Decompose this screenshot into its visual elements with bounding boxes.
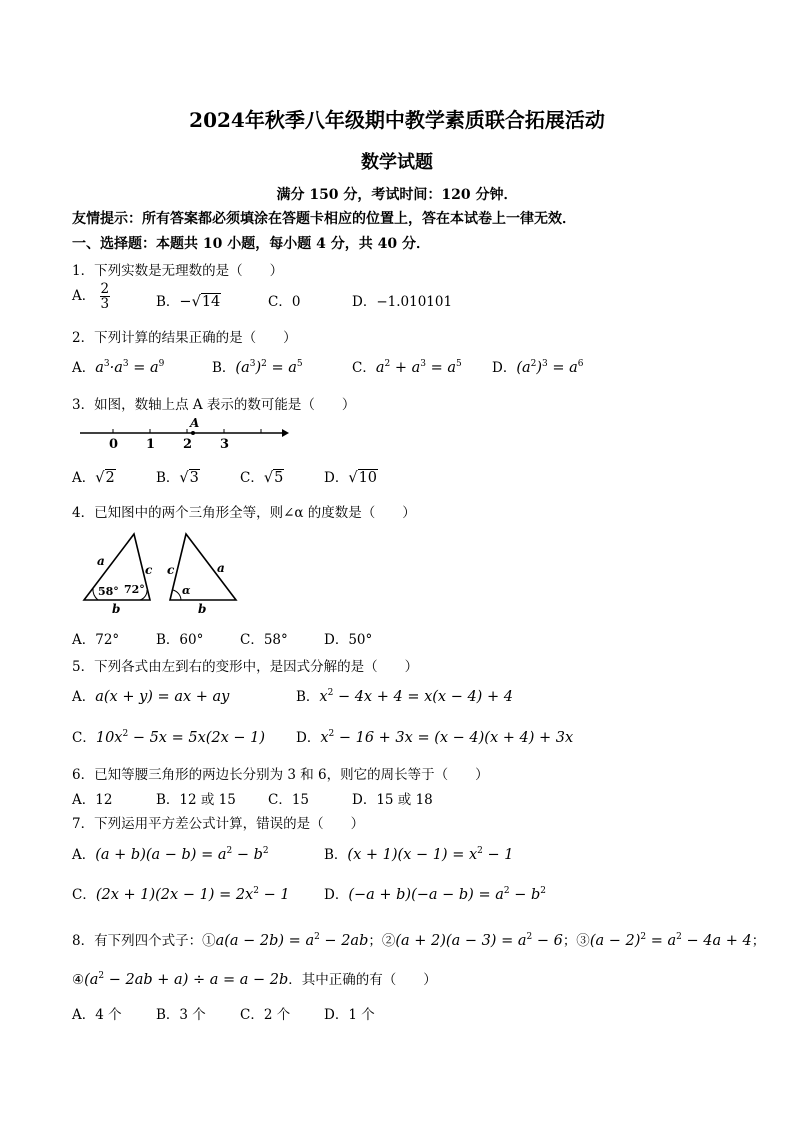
question-7-stem: 7．下列运用平方差公式计算，错误的是（ ）: [72, 816, 365, 832]
option-label: B．: [156, 470, 180, 486]
formula: $(-a + b)(-a - b) = a^2 - b^2$: [348, 886, 546, 903]
formula: $a^3\cdot a^3 = a^9$: [95, 359, 165, 376]
question-6-option-b: B．12 或 15: [156, 792, 236, 808]
radicand: 2: [105, 470, 115, 486]
option-label: C．: [72, 887, 96, 903]
tick-label-1: 1: [146, 437, 156, 452]
question-1-option-a: [72, 282, 110, 311]
option-label: D．: [296, 730, 321, 746]
formula: $(x + 1)(x - 1) = x^2 - 1$: [347, 846, 514, 863]
question-2-option-c: [352, 356, 462, 376]
question-3-option-a: A．√2: [72, 470, 115, 486]
triangle-2-side-c: c: [167, 563, 175, 577]
triangle-2-side-b: b: [198, 602, 207, 616]
radicand: 3: [189, 470, 199, 486]
question-3-option-c: C．√5: [240, 470, 284, 486]
option-label: B．: [296, 689, 320, 705]
radicand: 5: [274, 470, 284, 486]
question-8-line-2: [72, 968, 437, 988]
option-label: C．: [352, 360, 376, 376]
question-1-option-c: C．0: [268, 294, 301, 310]
formula: $(2x + 1)(2x - 1) = 2x^2 - 1$: [95, 886, 290, 903]
tip: 友情提示：所有答案都必须填涂在答题卡相应的位置上，答在本试卷上一律无效．: [72, 211, 576, 227]
question-4-option-c: C．58°: [240, 632, 288, 648]
option-label: D．: [324, 887, 349, 903]
question-7-option-d: [324, 883, 546, 903]
separator-2: ；②: [368, 933, 396, 949]
question-5-option-a: [72, 685, 229, 705]
triangle-1-side-a: a: [97, 554, 105, 568]
question-8-line-1: [72, 929, 765, 949]
question-2-stem: 2．下列计算的结果正确的是（ ）: [72, 330, 297, 346]
formula: $10x^2 - 5x = 5x(2x - 1)$: [95, 729, 266, 746]
question-8-ending: ．其中正确的有（ ）: [288, 972, 437, 988]
option-label: D．: [324, 470, 349, 486]
option-label: A．: [72, 470, 96, 486]
radicand: 10: [358, 470, 378, 486]
triangle-2-side-a: a: [217, 561, 225, 575]
question-1-stem: 1．下列实数是无理数的是（ ）: [72, 263, 284, 279]
question-3-option-b: B．√3: [156, 470, 199, 486]
question-4-option-d: D．50°: [324, 632, 373, 648]
question-6-stem: 6．已知等腰三角形的两边长分别为 3 和 6，则它的周长等于（ ）: [72, 767, 489, 783]
option-label: C．: [72, 730, 96, 746]
tick-label-3: 3: [220, 437, 230, 452]
triangle-2: [170, 534, 236, 600]
question-5-stem: 5．下列各式由左到右的变形中，是因式分解的是（ ）: [72, 659, 419, 675]
question-3-option-d: D．√10: [324, 470, 378, 486]
marker-4: ④: [72, 972, 85, 988]
question-4-option-b: B．60°: [156, 632, 204, 648]
triangle-1-angle-72: 72°: [124, 583, 145, 596]
option-label: B．: [324, 847, 348, 863]
question-7-option-a: [72, 843, 269, 863]
question-6-option-a: A．12: [72, 792, 113, 808]
fraction: [100, 282, 111, 311]
triangle-1-angle-58: 58°: [98, 585, 119, 598]
option-label: C．: [240, 470, 264, 486]
triangle-2-alpha: α: [182, 584, 191, 597]
question-8-option-c: C．2 个: [240, 1007, 291, 1023]
formula: $a^2 + a^3 = a^5$: [375, 359, 462, 376]
question-6-option-c: C．15: [268, 792, 310, 808]
question-2-option-b: [212, 356, 303, 376]
page-title: 2024年秋季八年级期中教学素质联合拓展活动: [189, 108, 605, 132]
fraction-den: 3: [100, 296, 110, 312]
option-label: D．: [492, 360, 517, 376]
question-8-option-a: A．4 个: [72, 1007, 122, 1023]
question-8-stem: 8．有下列四个式子：①: [72, 933, 216, 949]
triangle-1-side-b: b: [112, 602, 121, 616]
formula: $(a^3)^2 = a^5$: [235, 359, 303, 376]
formula-4: $(a^2 - 2ab + a) \div a = a - 2b$: [84, 971, 289, 988]
formula-2: $(a + 2)(a - 3) = a^2 - 6$: [395, 932, 563, 949]
question-8-option-d: D．1 个: [324, 1007, 375, 1023]
question-3-stem: 3．如图，数轴上点 A 表示的数可能是（ ）: [72, 397, 356, 413]
formula: $(a^2)^3 = a^6$: [516, 359, 584, 376]
formula-1: $a(a - 2b) = a^2 - 2ab$: [215, 932, 369, 949]
formula-3: $(a - 2)^2 = a^2 - 4a + 4$: [589, 932, 752, 949]
question-2-option-d: [492, 356, 584, 376]
option-label: A．: [72, 847, 96, 863]
option-label: B．: [156, 294, 180, 310]
question-7-option-c: [72, 883, 290, 903]
score-info: 满分 150 分，考试时间：120 分钟．: [276, 187, 518, 203]
question-1-option-d: D．−1.010101: [352, 294, 453, 310]
question-4-option-a: A．72°: [72, 632, 120, 648]
section-heading: 一、选择题：本题共 10 小题，每小题 4 分，共 40 分．: [72, 236, 430, 252]
radicand: 14: [201, 294, 221, 310]
triangle-1-side-c: c: [145, 563, 153, 577]
point-a-label: A: [190, 416, 200, 430]
formula: $x^2 - 4x + 4 = x(x - 4) + 4$: [319, 688, 513, 705]
question-4-stem: 4．已知图中的两个三角形全等，则∠α 的度数是（ ）: [72, 505, 416, 521]
option-label: A．: [72, 360, 96, 376]
fraction-num: 2: [100, 281, 110, 297]
separator-end: ；: [751, 933, 766, 949]
question-2-option-a: [72, 356, 164, 376]
question-6-option-d: D．15 或 18: [352, 792, 433, 808]
option-label: A．: [72, 689, 96, 705]
formula: $x^2 - 16 + 3x = (x - 4)(x + 4) + 3x$: [320, 729, 574, 746]
formula: a(x + y) = ax + ay: [95, 689, 230, 705]
formula: $(a + b)(a - b) = a^2 - b^2$: [95, 846, 269, 863]
question-5-option-d: [296, 726, 573, 746]
point-a-dot: [191, 431, 195, 435]
question-5-option-c: [72, 726, 265, 746]
option-label: A．: [72, 288, 96, 304]
number-line-arrow: [282, 429, 289, 437]
option-label: B．: [212, 360, 236, 376]
number-line-figure: [76, 413, 291, 453]
triangle-2-angle-arc: [173, 590, 181, 600]
separator-3: ；③: [562, 933, 590, 949]
question-5-option-b: [296, 685, 513, 705]
question-1-option-b: B．−√14: [156, 294, 221, 310]
tick-label-2: 2: [183, 437, 193, 452]
question-7-option-b: [324, 843, 513, 863]
question-8-option-b: B．3 个: [156, 1007, 206, 1023]
triangles-figure: [78, 528, 248, 620]
page-subtitle: 数学试题: [361, 152, 433, 173]
tick-label-0: 0: [109, 437, 119, 452]
